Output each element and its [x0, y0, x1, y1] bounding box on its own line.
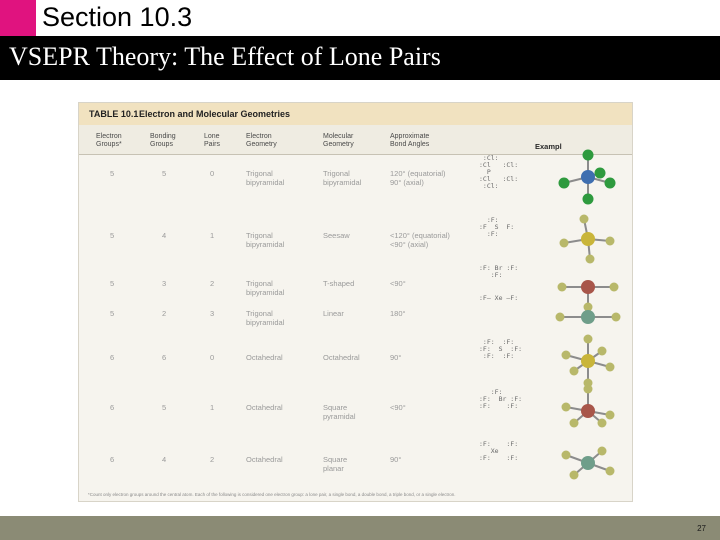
cell-lone-pairs: 2	[210, 455, 215, 464]
cell-electron-geometry: Trigonal bipyramidal	[246, 279, 285, 297]
cell-electron-geometry: Octahedral	[246, 455, 283, 464]
molecule-model-icon	[553, 149, 623, 205]
molecule-model-icon	[553, 333, 623, 389]
col-header-example: Exampl	[535, 142, 562, 151]
cell-electron-groups: 5	[110, 169, 115, 178]
col-header-bonding-groups: Bonding Groups	[150, 133, 176, 148]
col-header-molecular-geometry: Molecular Geometry	[323, 133, 354, 148]
cell-molecular-geometry: Square planar	[323, 455, 348, 473]
cell-electron-geometry: Trigonal bipyramidal	[246, 309, 285, 327]
column-header-band	[79, 125, 632, 155]
cell-molecular-geometry: Linear	[323, 309, 344, 318]
molecule-model-icon	[553, 383, 623, 439]
lewis-structure: :F— Xe —F:	[479, 294, 519, 302]
cell-bond-angles: 180°	[390, 309, 406, 318]
table-heading-band	[79, 103, 632, 125]
lewis-structure: :F: :F: :F: S :F: :F: :F:	[479, 338, 523, 360]
cell-bonding-groups: 5	[162, 403, 167, 412]
slide-title: VSEPR Theory: The Effect of Lone Pairs	[9, 42, 441, 71]
table-caption: Electron and Molecular Geometries	[139, 109, 291, 119]
page-number: 27	[697, 524, 706, 533]
section-accent-block	[0, 0, 36, 36]
lewis-structure: :F: Br :F: :F:	[479, 264, 519, 279]
cell-lone-pairs: 0	[210, 169, 215, 178]
cell-bond-angles: 120° (equatorial) 90° (axial)	[390, 169, 446, 187]
cell-bond-angles: 90°	[390, 353, 402, 362]
cell-lone-pairs: 1	[210, 231, 215, 240]
cell-molecular-geometry: Octahedral	[323, 353, 360, 362]
molecule-model-icon	[553, 435, 623, 491]
cell-electron-geometry: Trigonal bipyramidal	[246, 169, 285, 187]
slide-title-bar	[0, 36, 720, 80]
footer-bar	[0, 516, 720, 540]
cell-electron-groups: 6	[110, 353, 115, 362]
cell-electron-geometry: Octahedral	[246, 353, 283, 362]
cell-molecular-geometry: T-shaped	[323, 279, 355, 288]
cell-electron-groups: 5	[110, 231, 115, 240]
cell-lone-pairs: 2	[210, 279, 215, 288]
cell-lone-pairs: 1	[210, 403, 215, 412]
lewis-structure: :F: :F: Xe :F: :F:	[479, 440, 519, 462]
table-number: TABLE 10.1	[89, 109, 139, 119]
lewis-structure: :Cl: :Cl :Cl: P :Cl :Cl: :Cl:	[479, 154, 519, 190]
section-label: Section 10.3	[42, 2, 193, 32]
lewis-structure: :F: :F S F: :F:	[479, 216, 515, 238]
cell-lone-pairs: 0	[210, 353, 215, 362]
col-header-electron-geometry: Electron Geometry	[246, 133, 277, 148]
cell-electron-groups: 5	[110, 279, 115, 288]
cell-lone-pairs: 3	[210, 309, 215, 318]
col-header-bond-angles: Approximate Bond Angles	[390, 133, 430, 148]
cell-molecular-geometry: Square pyramidal	[323, 403, 356, 421]
cell-electron-geometry: Octahedral	[246, 403, 283, 412]
col-header-lone-pairs: Lone Pairs	[204, 133, 220, 148]
section-bar	[0, 0, 720, 36]
cell-electron-groups: 5	[110, 309, 115, 318]
cell-electron-geometry: Trigonal bipyramidal	[246, 231, 285, 249]
col-header-electron-groups: Electron Groups*	[96, 133, 122, 148]
table-footnote: *Count only electron groups around the central atom. Each of the following is considered one electron group: a lone pair, a single bond, a double bond, a triple bond, or a single electron.	[88, 492, 456, 497]
cell-bond-angles: <90°	[390, 403, 406, 412]
lewis-structure: :F: :F: Br :F: :F: :F:	[479, 388, 523, 410]
cell-bonding-groups: 4	[162, 231, 167, 240]
cell-molecular-geometry: Seesaw	[323, 231, 350, 240]
cell-bonding-groups: 5	[162, 169, 167, 178]
cell-bonding-groups: 6	[162, 353, 167, 362]
cell-bond-angles: 90°	[390, 455, 402, 464]
cell-bond-angles: <120° (equatorial) <90° (axial)	[390, 231, 450, 249]
cell-bond-angles: <90°	[390, 279, 406, 288]
cell-electron-groups: 6	[110, 403, 115, 412]
cell-bonding-groups: 2	[162, 309, 167, 318]
geometry-table	[78, 102, 633, 502]
cell-molecular-geometry: Trigonal bipyramidal	[323, 169, 362, 187]
cell-electron-groups: 6	[110, 455, 115, 464]
cell-bonding-groups: 3	[162, 279, 167, 288]
cell-bonding-groups: 4	[162, 455, 167, 464]
